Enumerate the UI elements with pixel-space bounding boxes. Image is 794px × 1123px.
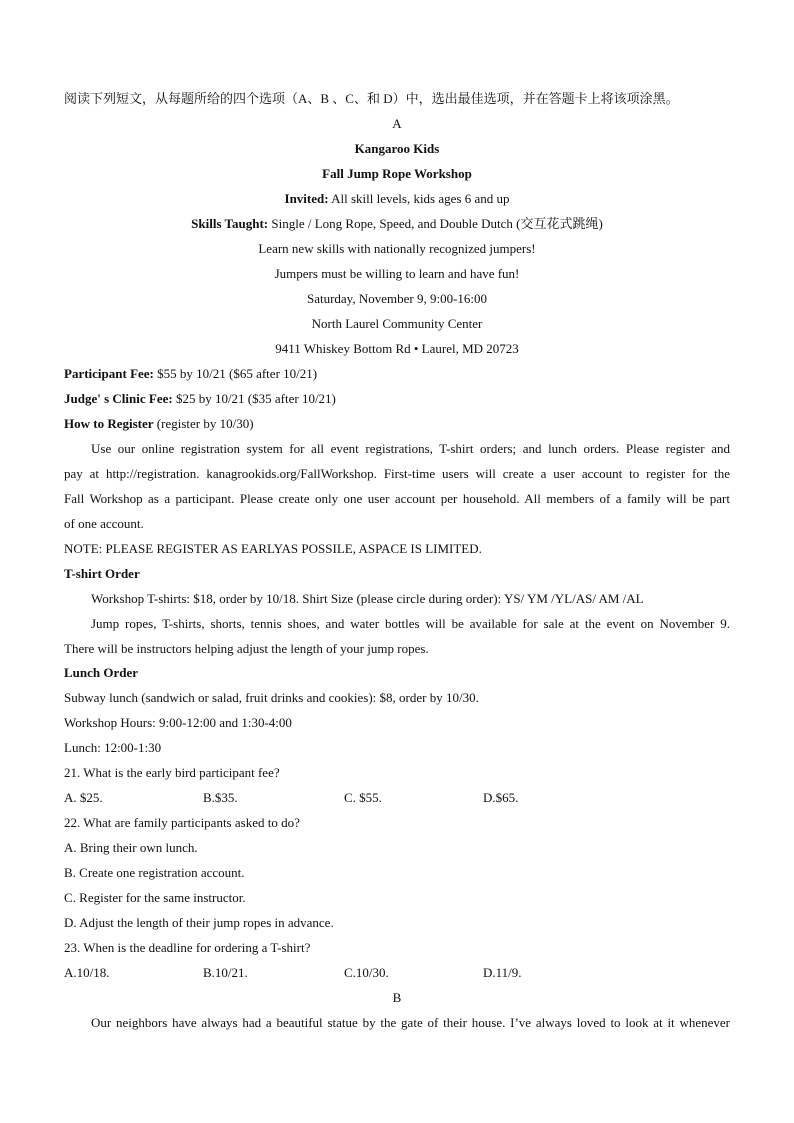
options-row bbox=[64, 964, 730, 982]
option-a: A. $25. bbox=[64, 790, 103, 805]
question-stem: 21. What is the early bird participant fee? bbox=[64, 765, 280, 780]
invited-label: Invited: bbox=[284, 191, 329, 206]
register-heading: How to Register bbox=[64, 416, 154, 431]
option-c: C. $55. bbox=[344, 790, 382, 805]
register-paragraph-line: Fall Workshop as a participant. Please create only one user account per household. All members of a family will be part bbox=[64, 491, 730, 506]
option-b: B. Create one registration account. bbox=[64, 865, 245, 880]
register-heading-line bbox=[64, 415, 730, 433]
skills-label: Skills Taught: bbox=[191, 216, 269, 231]
org-name: Kangaroo Kids bbox=[354, 141, 440, 156]
judge-fee-text: $25 by 10/21 ($35 after 10/21) bbox=[172, 391, 336, 406]
participant-fee-label: Participant Fee: bbox=[64, 366, 154, 381]
option-a: A.10/18. bbox=[64, 965, 110, 980]
tshirt-heading: T-shirt Order bbox=[64, 566, 140, 581]
option-b: B.10/21. bbox=[203, 965, 248, 980]
tshirt-paragraph: Workshop T-shirts: $18, order by 10/18. Shirt Size (please circle during order): YS/ YM /YL/AS/ AM /AL bbox=[91, 591, 644, 606]
event-date: Saturday, November 9, 9:00-16:00 bbox=[306, 291, 488, 306]
participant-fee-text: $55 by 10/21 ($65 after 10/21) bbox=[153, 366, 318, 381]
passage-b-paragraph-line: Our neighbors have always had a beautiful statue by the gate of their house. I’ve always loved to look at it whenever bbox=[91, 1015, 730, 1030]
register-note-caps: NOTE: PLEASE REGISTER AS EARLYAS POSSILE, ASPACE IS LIMITED. bbox=[64, 541, 482, 556]
tagline-1: Learn new skills with nationally recognized jumpers! bbox=[258, 241, 536, 256]
register-paragraph-line: of one account. bbox=[64, 516, 144, 531]
event-address: 9411 Whiskey Bottom Rd • Laurel, MD 20723 bbox=[275, 341, 519, 356]
judge-fee-label: Judge' s Clinic Fee: bbox=[64, 391, 173, 406]
event-venue: North Laurel Community Center bbox=[311, 316, 483, 331]
register-note: (register by 10/30) bbox=[153, 416, 254, 431]
lunch-heading: Lunch Order bbox=[64, 665, 139, 680]
lunch-hours: Lunch: 12:00-1:30 bbox=[64, 740, 162, 755]
passage-a-label: A bbox=[392, 116, 402, 131]
option-b: B.$35. bbox=[203, 790, 238, 805]
skills-text: Single / Long Rope, Speed, and Double Dutch (交互花式跳绳) bbox=[268, 216, 603, 231]
workshop-title: Fall Jump Rope Workshop bbox=[322, 166, 472, 181]
option-a: A. Bring their own lunch. bbox=[64, 840, 198, 855]
participant-fee-line bbox=[64, 365, 730, 383]
option-c: C. Register for the same instructor. bbox=[64, 890, 246, 905]
workshop-hours: Workshop Hours: 9:00-12:00 and 1:30-4:00 bbox=[64, 715, 292, 730]
option-d: D.11/9. bbox=[483, 965, 522, 980]
skills-line bbox=[64, 215, 730, 233]
passage-b-label: B bbox=[392, 990, 402, 1005]
option-d: D. Adjust the length of their jump ropes in advance. bbox=[64, 915, 334, 930]
option-d: D.$65. bbox=[483, 790, 519, 805]
invited-line bbox=[64, 190, 730, 208]
tshirt-paragraph-line: There will be instructors helping adjust the length of your jump ropes. bbox=[64, 641, 429, 656]
invited-text: All skill levels, kids ages 6 and up bbox=[328, 191, 510, 206]
question-stem: 23. When is the deadline for ordering a T-shirt? bbox=[64, 940, 311, 955]
register-paragraph-line: Use our online registration system for all event registrations, T-shirt orders; and lunch orders. Please register and bbox=[91, 441, 730, 456]
judge-fee-line bbox=[64, 390, 730, 408]
tagline-2: Jumpers must be willing to learn and have fun! bbox=[274, 266, 520, 281]
instructions: 阅读下列短文，从每题所给的四个选项（A、B 、C、和 D）中，选出最佳选项，并在答题卡上将该项涂黑。 bbox=[64, 91, 679, 106]
tshirt-paragraph-line: Jump ropes, T-shirts, shorts, tennis shoes, and water bottles will be available for sale at the event on November 9. bbox=[91, 616, 730, 631]
lunch-details: Subway lunch (sandwich or salad, fruit drinks and cookies): $8, order by 10/30. bbox=[64, 690, 479, 705]
question-stem: 22. What are family participants asked to do? bbox=[64, 815, 300, 830]
options-row bbox=[64, 789, 730, 807]
option-c: C.10/30. bbox=[344, 965, 389, 980]
register-paragraph-line: pay at http://registration. kanagrookids.org/FallWorkshop. First-time users will create a user account to register for the bbox=[64, 466, 730, 481]
